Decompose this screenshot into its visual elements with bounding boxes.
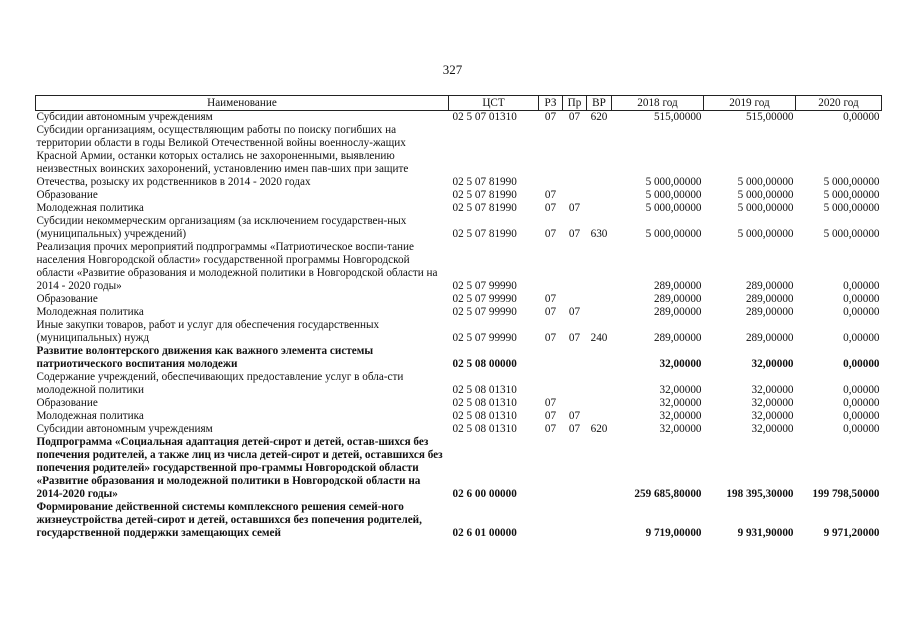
cell-rz: 07 bbox=[544, 228, 557, 240]
cell-cst: 02 6 00 00000 bbox=[452, 488, 517, 500]
cell-2020: 5 000,00000 bbox=[823, 189, 880, 201]
cell-name: Молодежная политика bbox=[36, 410, 144, 422]
cell-2019: 5 000,00000 bbox=[737, 228, 794, 240]
cell-name: Развитие волонтерского движения как важного элемента системы патриотического воспитания молодежи bbox=[36, 345, 374, 370]
table-row bbox=[36, 371, 882, 397]
table-body bbox=[36, 111, 882, 541]
cell-2019: 289,00000 bbox=[745, 280, 794, 292]
cell-rz: 07 bbox=[544, 189, 557, 201]
cell-2020: 0,00000 bbox=[843, 280, 880, 292]
column-header-rz: РЗ bbox=[539, 96, 563, 111]
cell-vr: 630 bbox=[590, 228, 608, 240]
cell-name: Образование bbox=[36, 189, 98, 201]
cell-name: Реализация прочих мероприятий подпрограммы «Патриотическое воспи-тание населения Новгородской области» государственной программы Новгородской области «Развитие образования и молодежной политики в Новгородской области на 2014 - 2020 годы» bbox=[36, 241, 438, 292]
cell-vr bbox=[587, 371, 612, 397]
cell-2020: 0,00000 bbox=[843, 306, 880, 318]
column-header-cst: ЦСТ bbox=[449, 96, 539, 111]
table-row bbox=[36, 111, 882, 125]
cell-2019: 32,00000 bbox=[751, 397, 794, 409]
cell-2019: 5 000,00000 bbox=[737, 202, 794, 214]
cell-pr bbox=[563, 436, 587, 501]
cell-pr bbox=[563, 293, 587, 306]
cell-rz: 07 bbox=[544, 293, 557, 305]
cell-2018: 259 685,80000 bbox=[634, 488, 702, 500]
cell-2019: 289,00000 bbox=[745, 332, 794, 344]
column-header-vr: ВР bbox=[587, 96, 612, 111]
table-header-row bbox=[36, 96, 882, 111]
cell-name: Содержание учреждений, обеспечивающих предоставление услуг в обла-сти молодежной политики bbox=[36, 371, 404, 396]
table-row bbox=[36, 345, 882, 371]
cell-rz bbox=[539, 436, 563, 501]
cell-2018: 32,00000 bbox=[659, 410, 702, 422]
cell-cst: 02 5 07 99990 bbox=[452, 332, 517, 344]
cell-vr bbox=[587, 397, 612, 410]
cell-pr: 07 bbox=[568, 228, 581, 240]
cell-2019: 289,00000 bbox=[745, 293, 794, 305]
cell-2020: 199 798,50000 bbox=[812, 488, 880, 500]
cell-name: Субсидии организациям, осуществляющим работы по поиску погибших на территории области в годы Великой Отечественной войны военнослу-жащих Красной Армии, останки которых остались не захороненными, выявлению неизвестных воинских захоронений, установлению имен пав-ших при защите Отечества, розыску их родственников в 2014 - 2020 годах bbox=[36, 124, 409, 188]
cell-vr: 240 bbox=[590, 332, 608, 344]
cell-rz: 07 bbox=[544, 202, 557, 214]
cell-cst: 02 5 07 81990 bbox=[452, 228, 517, 240]
cell-vr bbox=[587, 410, 612, 423]
cell-name: Субсидии некоммерческим организациям (за исключением государствен-ных (муниципальных) учреждений) bbox=[36, 215, 407, 240]
cell-pr bbox=[563, 345, 587, 371]
cell-vr bbox=[587, 306, 612, 319]
cell-cst: 02 5 07 01310 bbox=[452, 111, 517, 123]
cell-name: Субсидии автономным учреждениям bbox=[36, 423, 213, 435]
cell-name: Образование bbox=[36, 293, 98, 305]
cell-2019: 32,00000 bbox=[751, 423, 794, 435]
table-row bbox=[36, 501, 882, 540]
cell-2018: 9 719,00000 bbox=[645, 527, 702, 539]
table-row bbox=[36, 293, 882, 306]
cell-cst: 02 6 01 00000 bbox=[452, 527, 517, 539]
cell-vr bbox=[587, 124, 612, 189]
cell-rz: 07 bbox=[544, 397, 557, 409]
column-header-2020: 2020 год bbox=[796, 96, 882, 111]
cell-cst: 02 5 07 99990 bbox=[452, 306, 517, 318]
budget-table bbox=[35, 95, 882, 540]
table-row bbox=[36, 423, 882, 436]
cell-cst: 02 5 07 81990 bbox=[452, 189, 517, 201]
cell-rz bbox=[539, 501, 563, 540]
cell-2020: 0,00000 bbox=[843, 423, 880, 435]
cell-rz: 07 bbox=[544, 332, 557, 344]
cell-2018: 5 000,00000 bbox=[645, 202, 702, 214]
table-row bbox=[36, 202, 882, 215]
cell-pr: 07 bbox=[568, 202, 581, 214]
cell-2018: 289,00000 bbox=[653, 306, 702, 318]
cell-name: Молодежная политика bbox=[36, 306, 144, 318]
cell-vr bbox=[587, 202, 612, 215]
table-row bbox=[36, 436, 882, 501]
cell-pr: 07 bbox=[568, 111, 581, 123]
cell-2019: 32,00000 bbox=[751, 384, 794, 396]
cell-2020: 0,00000 bbox=[843, 293, 880, 305]
cell-2019: 32,00000 bbox=[751, 358, 794, 370]
cell-2018: 32,00000 bbox=[659, 384, 702, 396]
cell-2018: 32,00000 bbox=[659, 423, 702, 435]
cell-pr: 07 bbox=[568, 306, 581, 318]
column-header-pr: Пр bbox=[563, 96, 587, 111]
cell-cst: 02 5 07 99990 bbox=[452, 280, 517, 292]
column-header-name: Наименование bbox=[36, 96, 449, 111]
cell-2020: 5 000,00000 bbox=[823, 228, 880, 240]
cell-2019: 198 395,30000 bbox=[726, 488, 794, 500]
cell-rz bbox=[539, 241, 563, 293]
cell-2020: 0,00000 bbox=[843, 358, 880, 370]
table-row bbox=[36, 306, 882, 319]
cell-2019: 5 000,00000 bbox=[737, 176, 794, 188]
table-row bbox=[36, 410, 882, 423]
cell-name: Иные закупки товаров, работ и услуг для обеспечения государственных (муниципальных) нужд bbox=[36, 319, 380, 344]
cell-vr bbox=[587, 436, 612, 501]
cell-vr: 620 bbox=[590, 423, 608, 435]
cell-pr: 07 bbox=[568, 423, 581, 435]
cell-name: Формирование действенной системы комплексного решения семей-ного жизнеустройства детей-сирот и детей, оставшихся без попечения родителей, государственной поддержки замещающих семей bbox=[36, 501, 422, 539]
table-row bbox=[36, 397, 882, 410]
cell-2019: 5 000,00000 bbox=[737, 189, 794, 201]
cell-pr bbox=[563, 124, 587, 189]
cell-2018: 5 000,00000 bbox=[645, 228, 702, 240]
cell-cst: 02 5 07 81990 bbox=[452, 202, 517, 214]
cell-2018: 32,00000 bbox=[659, 397, 702, 409]
cell-pr: 07 bbox=[568, 332, 581, 344]
cell-pr bbox=[563, 241, 587, 293]
cell-2020: 5 000,00000 bbox=[823, 202, 880, 214]
cell-vr bbox=[587, 293, 612, 306]
cell-pr bbox=[563, 501, 587, 540]
cell-cst: 02 5 08 01310 bbox=[452, 397, 517, 409]
cell-name: Молодежная политика bbox=[36, 202, 144, 214]
cell-rz: 07 bbox=[544, 410, 557, 422]
cell-rz: 07 bbox=[544, 306, 557, 318]
cell-pr bbox=[563, 397, 587, 410]
cell-cst: 02 5 07 81990 bbox=[452, 176, 517, 188]
table-row bbox=[36, 189, 882, 202]
table-row bbox=[36, 124, 882, 189]
cell-2018: 32,00000 bbox=[659, 358, 702, 370]
cell-2018: 515,00000 bbox=[653, 111, 702, 123]
cell-2018: 5 000,00000 bbox=[645, 176, 702, 188]
cell-name: Субсидии автономным учреждениям bbox=[36, 111, 213, 123]
cell-vr bbox=[587, 501, 612, 540]
cell-vr: 620 bbox=[590, 111, 608, 123]
page-number: 327 bbox=[442, 62, 463, 77]
cell-2018: 289,00000 bbox=[653, 332, 702, 344]
cell-cst: 02 5 08 01310 bbox=[452, 384, 517, 396]
cell-pr bbox=[563, 189, 587, 202]
cell-cst: 02 5 08 01310 bbox=[452, 410, 517, 422]
cell-cst: 02 5 08 00000 bbox=[452, 358, 517, 370]
cell-2018: 5 000,00000 bbox=[645, 189, 702, 201]
table-row bbox=[36, 319, 882, 345]
cell-2020: 0,00000 bbox=[843, 410, 880, 422]
cell-rz bbox=[539, 124, 563, 189]
cell-rz: 07 bbox=[544, 111, 557, 123]
cell-2020: 0,00000 bbox=[843, 397, 880, 409]
cell-2020: 0,00000 bbox=[843, 384, 880, 396]
table-row bbox=[36, 215, 882, 241]
cell-vr bbox=[587, 241, 612, 293]
cell-pr bbox=[563, 371, 587, 397]
cell-cst: 02 5 08 01310 bbox=[452, 423, 517, 435]
cell-2019: 515,00000 bbox=[745, 111, 794, 123]
cell-rz: 07 bbox=[544, 423, 557, 435]
cell-vr bbox=[587, 345, 612, 371]
cell-cst: 02 5 07 99990 bbox=[452, 293, 517, 305]
column-header-2019: 2019 год bbox=[704, 96, 796, 111]
cell-2019: 9 931,90000 bbox=[737, 527, 794, 539]
table-row bbox=[36, 241, 882, 293]
cell-rz bbox=[539, 371, 563, 397]
cell-2020: 5 000,00000 bbox=[823, 176, 880, 188]
cell-2018: 289,00000 bbox=[653, 280, 702, 292]
cell-rz bbox=[539, 345, 563, 371]
cell-2019: 289,00000 bbox=[745, 306, 794, 318]
column-header-2018: 2018 год bbox=[612, 96, 704, 111]
cell-2020: 0,00000 bbox=[843, 111, 880, 123]
cell-2020: 9 971,20000 bbox=[823, 527, 880, 539]
cell-name: Образование bbox=[36, 397, 98, 409]
cell-2018: 289,00000 bbox=[653, 293, 702, 305]
cell-name: Подпрограмма «Социальная адаптация детей-сирот и детей, остав-шихся без попечения родителей, а также лиц из числа детей-сирот и детей, оставшихся без попечения родителей» государственной про-граммы Новгородской области «Развитие образования и молодежной политики в Новгородской области на 2014-2020 годы» bbox=[36, 436, 443, 500]
cell-2019: 32,00000 bbox=[751, 410, 794, 422]
cell-pr: 07 bbox=[568, 410, 581, 422]
cell-2020: 0,00000 bbox=[843, 332, 880, 344]
cell-vr bbox=[587, 189, 612, 202]
